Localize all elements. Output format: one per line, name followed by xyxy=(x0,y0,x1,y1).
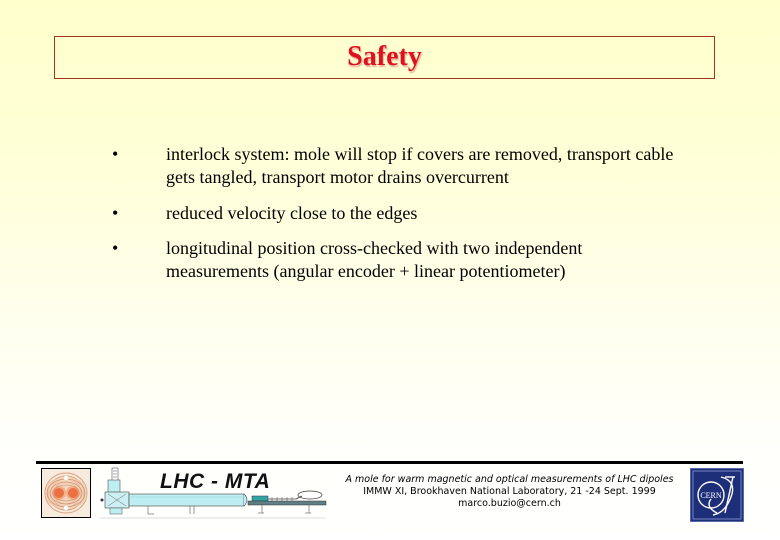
cern-logo-text: CERN xyxy=(700,491,722,500)
bullet-line: interlock system: mole will stop if covers are removed, transport cable xyxy=(166,144,674,164)
bullet-icon: • xyxy=(112,238,119,258)
bullet-icon: • xyxy=(112,203,119,223)
bullet-text xyxy=(166,237,741,283)
cern-logo-icon xyxy=(690,468,744,522)
bullet-text xyxy=(166,143,741,189)
footer-caption xyxy=(332,474,687,510)
lhc-dipole-logo-icon xyxy=(41,468,91,518)
bullet-line: longitudinal position cross-checked with two independent xyxy=(166,238,583,258)
banner-title: LHC - MTA xyxy=(160,470,271,493)
footer-conference: IMMW XI, Brookhaven National Laboratory, 21 -24 Sept. 1999 xyxy=(363,486,656,497)
footer-talk-title: A mole for warm magnetic and optical measurements of LHC dipoles xyxy=(345,474,674,485)
title-box xyxy=(54,36,715,79)
footer-email: marco.buzio@cern.ch xyxy=(458,498,561,509)
bullet-line: gets tangled, transport motor drains overcurrent xyxy=(166,167,509,187)
bullet-line: measurements (angular encoder + linear potentiometer) xyxy=(166,261,566,281)
bullet-line: reduced velocity close to the edges xyxy=(166,203,418,223)
footer-separator xyxy=(36,461,743,464)
lhc-mta-banner xyxy=(96,466,330,520)
bullet-text xyxy=(166,202,741,225)
bullet-icon: • xyxy=(112,144,119,164)
slide-title: Safety xyxy=(347,40,422,72)
